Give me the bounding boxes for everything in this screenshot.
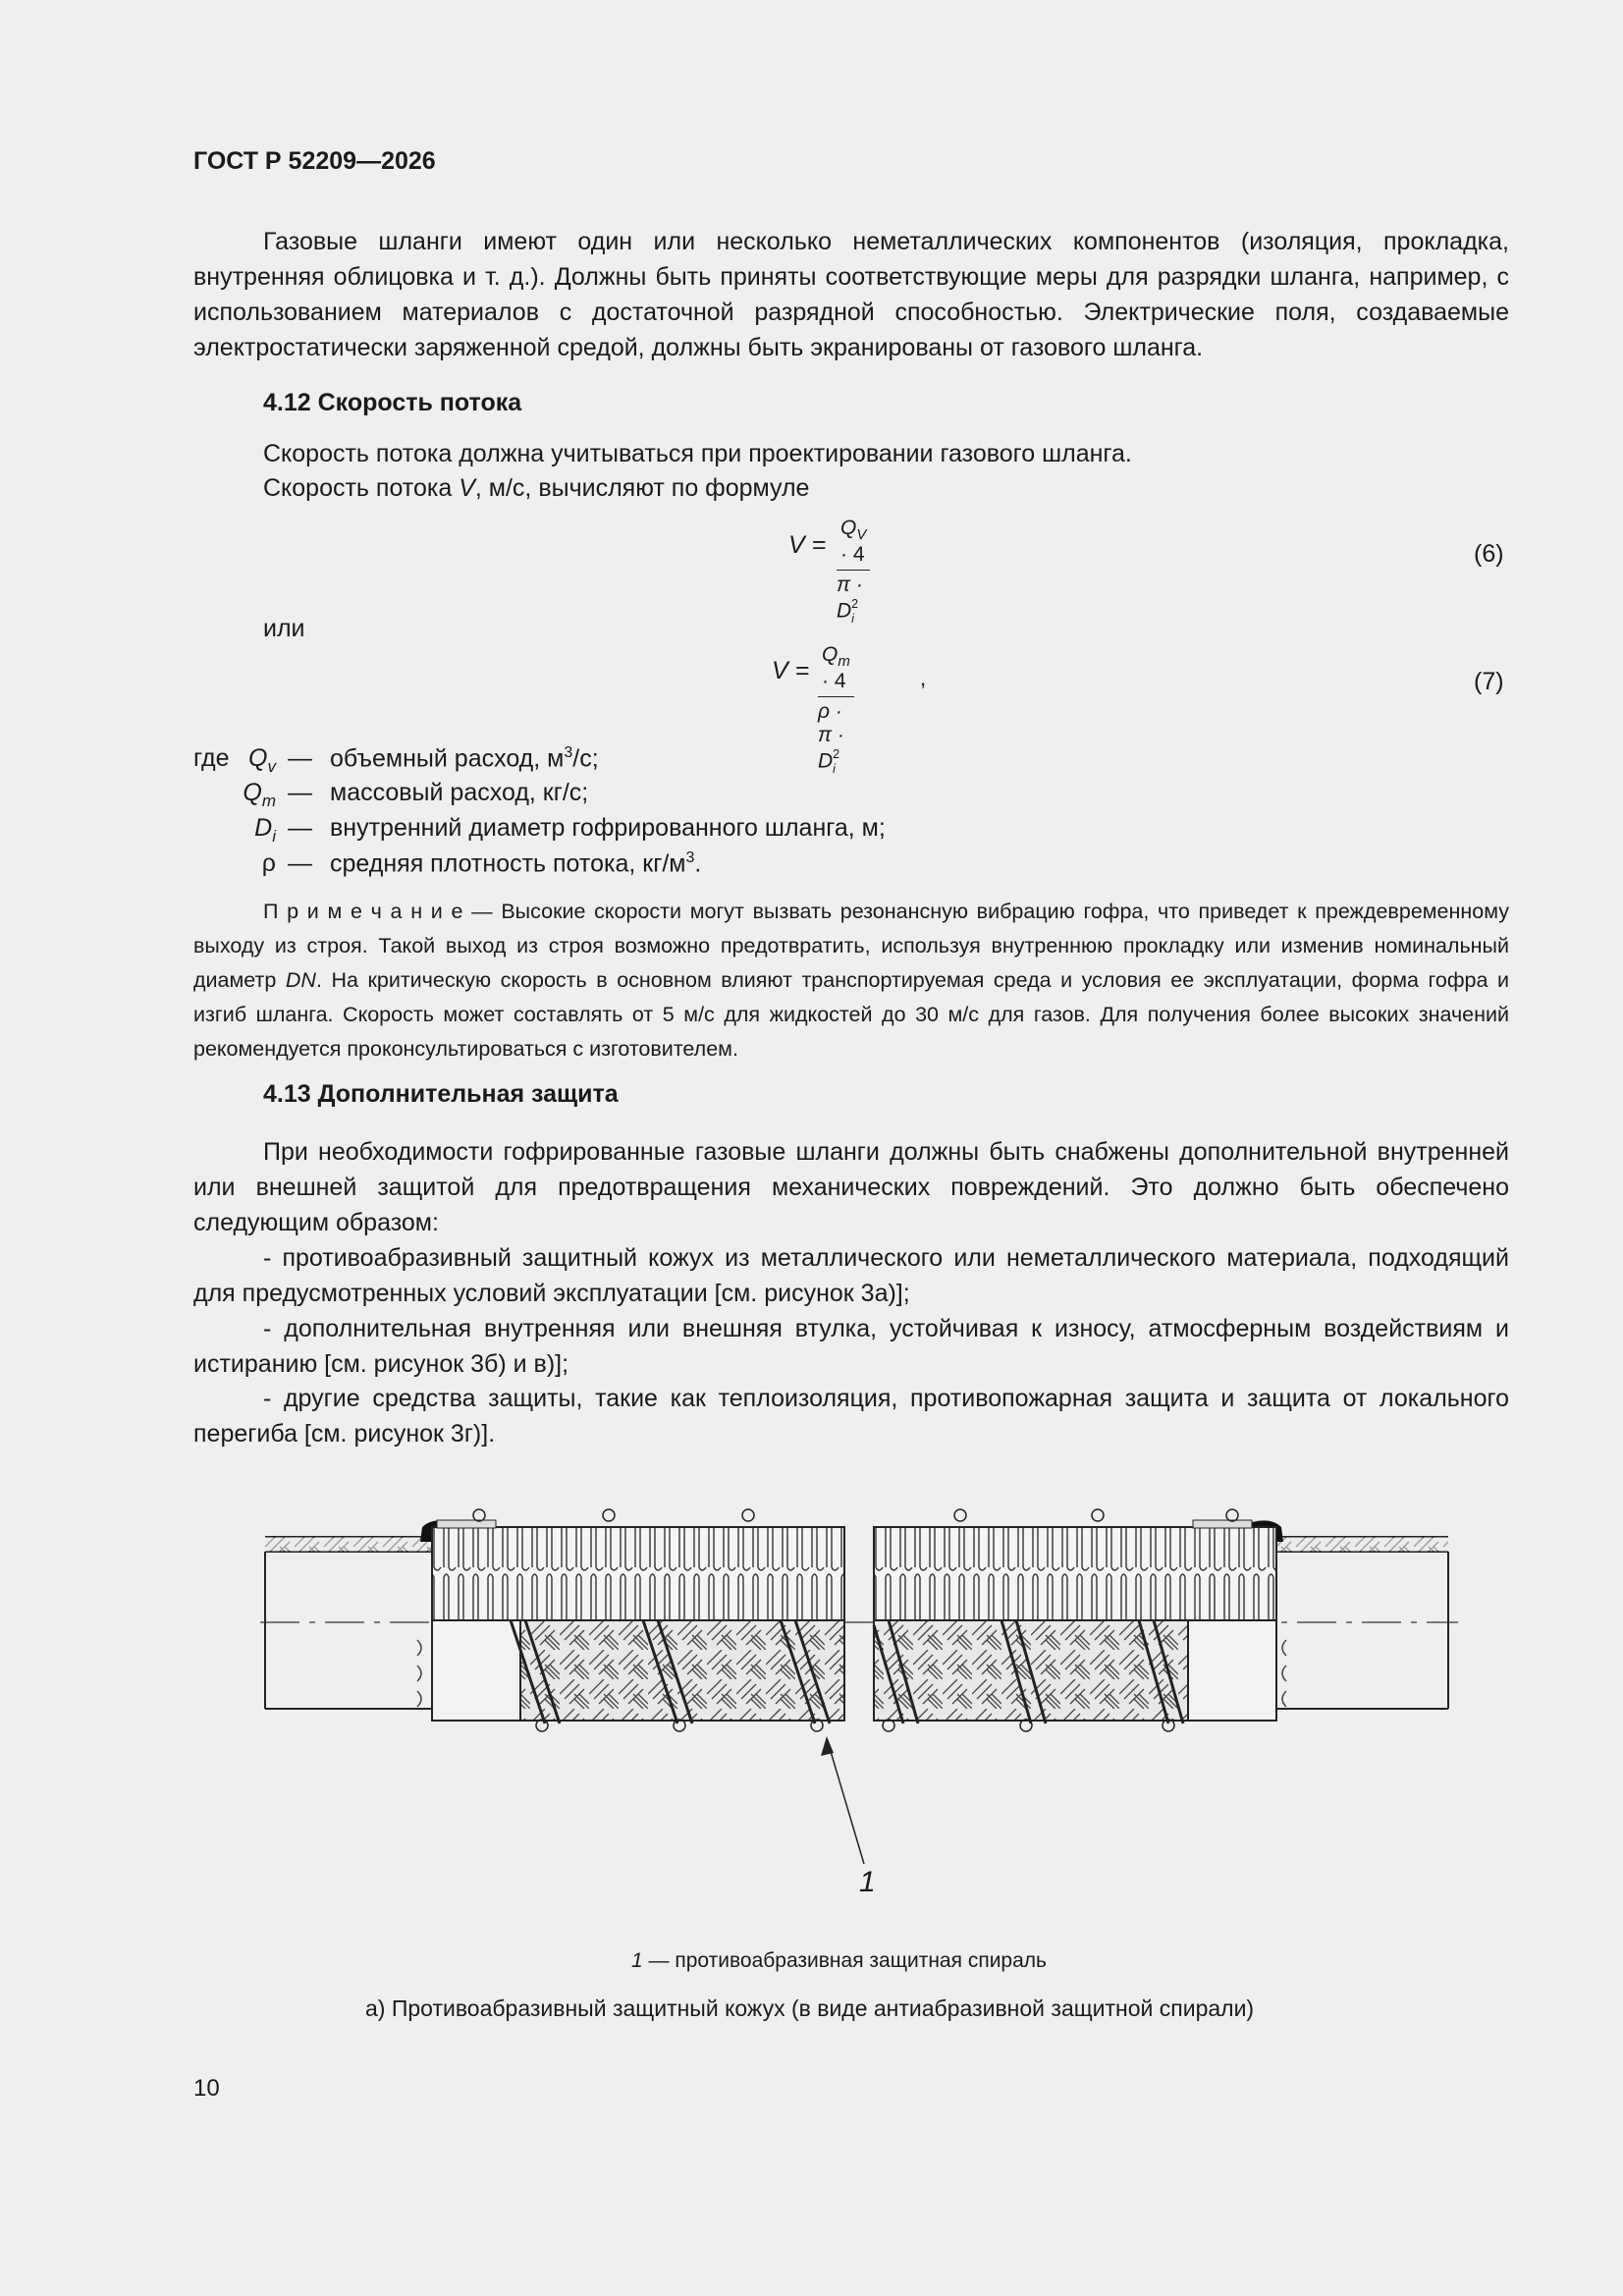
sec412-line2: Скорость потока V, м/с, вычисляют по формуле <box>263 474 810 502</box>
def-symbol-qv: $Q_v$ <box>248 744 276 776</box>
def-symbol-qm: $Q_m$ <box>243 779 276 810</box>
left-hose-segment <box>417 1509 844 1731</box>
eq6-number: (6) <box>1474 540 1504 568</box>
right-pipe <box>1252 1520 1448 1709</box>
def-desc-di: внутренний диаметр гофрированного шланга, м; <box>330 814 886 842</box>
sec413-bullet-2: - дополнительная внутренняя или внешняя втулка, устойчивая к износу, атмосферным воздействиям и истиранию [см. рисунок 3б) и в)]; <box>193 1315 1509 1378</box>
left-pipe <box>265 1520 452 1709</box>
figure-caption: а) Противоабразивный защитный кожух (в виде антиабразивной защитной спирали) <box>365 1995 1255 2021</box>
eq7-fraction: $Q_m \cdot 4$ ρ · π · D 2 i <box>818 643 854 777</box>
def-desc-rho: средняя плотность потока, $кг/м^3$. <box>330 849 702 878</box>
sec413-paragraph: При необходимости гофрированные газовые шланги должны быть снабжены дополнительной внутренней или внешней защитой для предотвращения механических повреждений. Это должно быть обеспечено следующим образом: <box>193 1138 1509 1236</box>
where-label: где <box>193 744 230 772</box>
or-text: или <box>263 615 305 642</box>
sec413-bullet-3: - другие средства защиты, такие как теплоизоляция, противопожарная защита и защита от локального перегиба [см. рисунок 3г)]. <box>193 1385 1509 1448</box>
def-desc-qv: объемный расход, $м^3/с$; <box>330 744 599 773</box>
eq7-lhs: V = <box>772 657 810 684</box>
document-header: ГОСТ Р 52209—2026 <box>193 147 436 175</box>
callout-leader <box>827 1738 864 1864</box>
section-4-12-title: 4.12 Скорость потока <box>263 389 522 416</box>
section-4-13-title: 4.13 Дополнительная защита <box>263 1080 619 1108</box>
eq7-number: (7) <box>1474 668 1504 695</box>
def-desc-qm: массовый расход, кг/с; <box>330 779 589 806</box>
eq6-lhs: V = <box>788 531 827 559</box>
hose-figure <box>0 1473 1623 1925</box>
sec412-line1: Скорость потока должна учитываться при проектировании газового шланга. <box>263 440 1132 467</box>
sec413-bullet-1: - противоабразивный защитный кожух из металлического или неметаллического материала, подходящий для предусмотренных условий эксплуатации [см. рисунок 3а)]; <box>193 1244 1509 1307</box>
eq6-fraction: $Q_V \cdot 4$ π · D 2 i <box>837 517 870 627</box>
def-symbol-rho: ρ <box>261 849 276 877</box>
callout-label: 1 <box>859 1866 876 1898</box>
right-hose-segment <box>874 1509 1286 1731</box>
figure-legend: 1 — противоабразивная защитная спираль <box>631 1949 1047 1972</box>
note-paragraph: П р и м е ч а н и е — Высокие скорости могут вызвать резонансную вибрацию гофра, что приведет к преждевременному выходу из строя. Такой выход из строя возможно предотвратить, используя внутреннюю прокладку или изменив номинальный диаметр DN. На критическую скорость в основном влияют транспортируемая среда и условия ее эксплуатации, форма гофра и изгиб шланга. Скорость может составлять от 5 м/с для жидкостей до 30 м/с для газов. Для получения более высоких значений рекомендуется проконсультироваться с изготовителем. <box>193 900 1509 1061</box>
page-number: 10 <box>193 2075 220 2102</box>
def-symbol-di: $D_i$ <box>254 814 276 846</box>
callout-arrow <box>821 1736 834 1756</box>
intro-paragraph: Газовые шланги имеют один или несколько неметаллических компонентов (изоляция, прокладка, внутренняя облицовка и т. д.). Должны быть приняты соответствующие меры для разрядки шланга, например, с использованием материалов с достаточной разрядной способностью. Электрические поля, создаваемые электростатически заряженной средой, должны быть экранированы от газового шланга. <box>193 228 1509 361</box>
